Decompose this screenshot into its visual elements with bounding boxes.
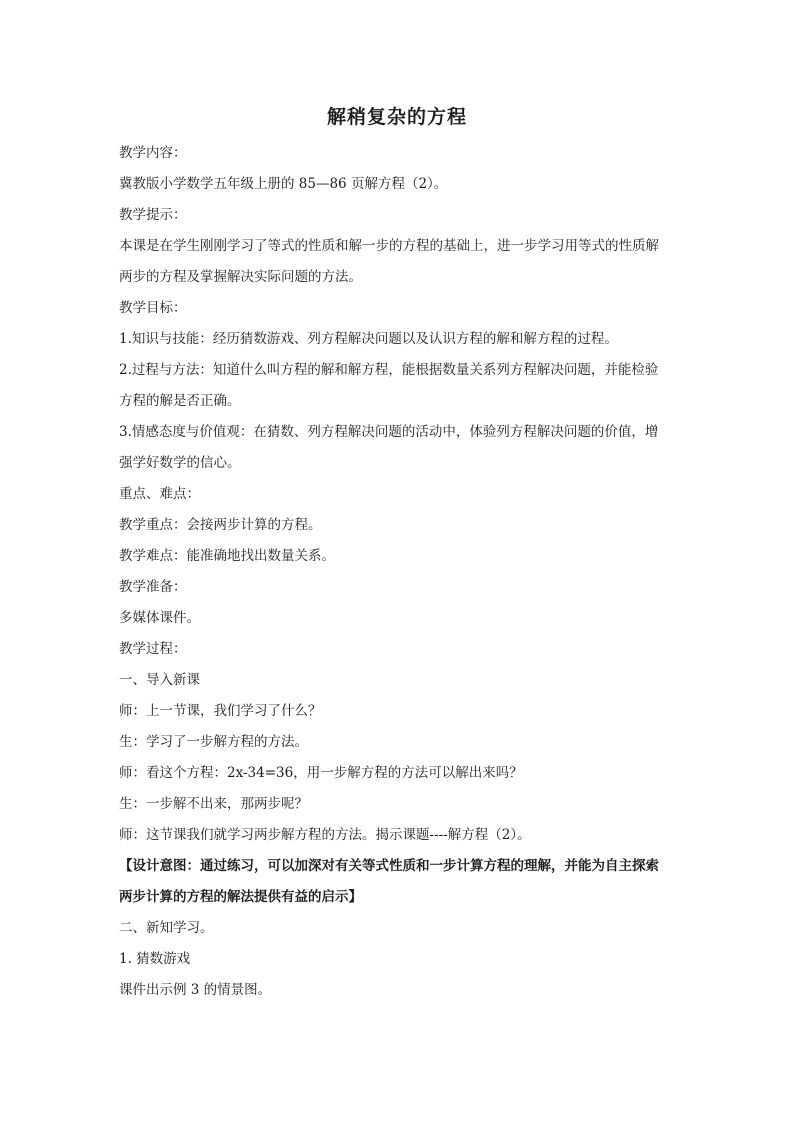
text-line: 教学提示： [119,207,187,223]
text-line: 一、导入新课 [119,672,200,688]
text-line: 方程的解是否正确。 [119,393,241,409]
text-line: 师：看这个方程：2x-34=36，用一步解方程的方法可以解出来吗？ [119,765,523,781]
text-line: 课件出示例 3 的情景图。 [119,982,272,998]
text-line: 生：一步解不出来，那两步呢？ [119,796,308,812]
text-line: 二、新知学习。 [119,920,214,936]
text-line: 教学过程： [119,641,187,657]
text-line: 重点、难点： [119,486,200,502]
text-line: 2.过程与方法：知道什么叫方程的解和解方程，能根据数量关系列方程解决问题，并能检验 [119,362,659,378]
text-line: 师：这节课我们就学习两步解方程的方法。揭示课题----解方程（2）。 [119,827,531,843]
text-line: 强学好数学的信心。 [119,455,241,471]
text-line: 两步计算的方程的解法提供有益的启示】 [119,889,362,905]
text-line: 教学内容： [119,145,187,161]
document-body [119,138,679,1006]
text-line: 教学难点：能准确地找出数量关系。 [119,548,335,564]
text-line: 教学目标： [119,300,187,316]
document-title: 解稍复杂的方程 [326,106,467,128]
text-line: 1.知识与技能：经历猜数游戏、列方程解决问题以及认识方程的解和解方程的过程。 [119,331,618,347]
text-line: 冀教版小学数学五年级上册的 85—86 页解方程（2）。 [119,176,448,192]
text-line: 1. 猜数游戏 [119,951,191,967]
text-line: 生：学习了一步解方程的方法。 [119,734,308,750]
text-line: 教学重点：会接两步计算的方程。 [119,517,322,533]
text-line: 两步的方程及掌握解决实际问题的方法。 [119,269,362,285]
text-line: 本课是在学生刚刚学习了等式的性质和解一步的方程的基础上，进一步学习用等式的性质解 [119,238,659,254]
text-line: 3.情感态度与价值观：在猜数、列方程解决问题的活动中，体验列方程解决问题的价值，增 [119,424,659,440]
text-line: 师：上一节课，我们学习了什么？ [119,703,322,719]
text-line: 【设计意图：通过练习，可以加深对有关等式性质和一步计算方程的理解，并能为自主探索 [119,858,659,874]
text-line: 多媒体课件。 [119,610,200,626]
text-line: 教学准备： [119,579,187,595]
